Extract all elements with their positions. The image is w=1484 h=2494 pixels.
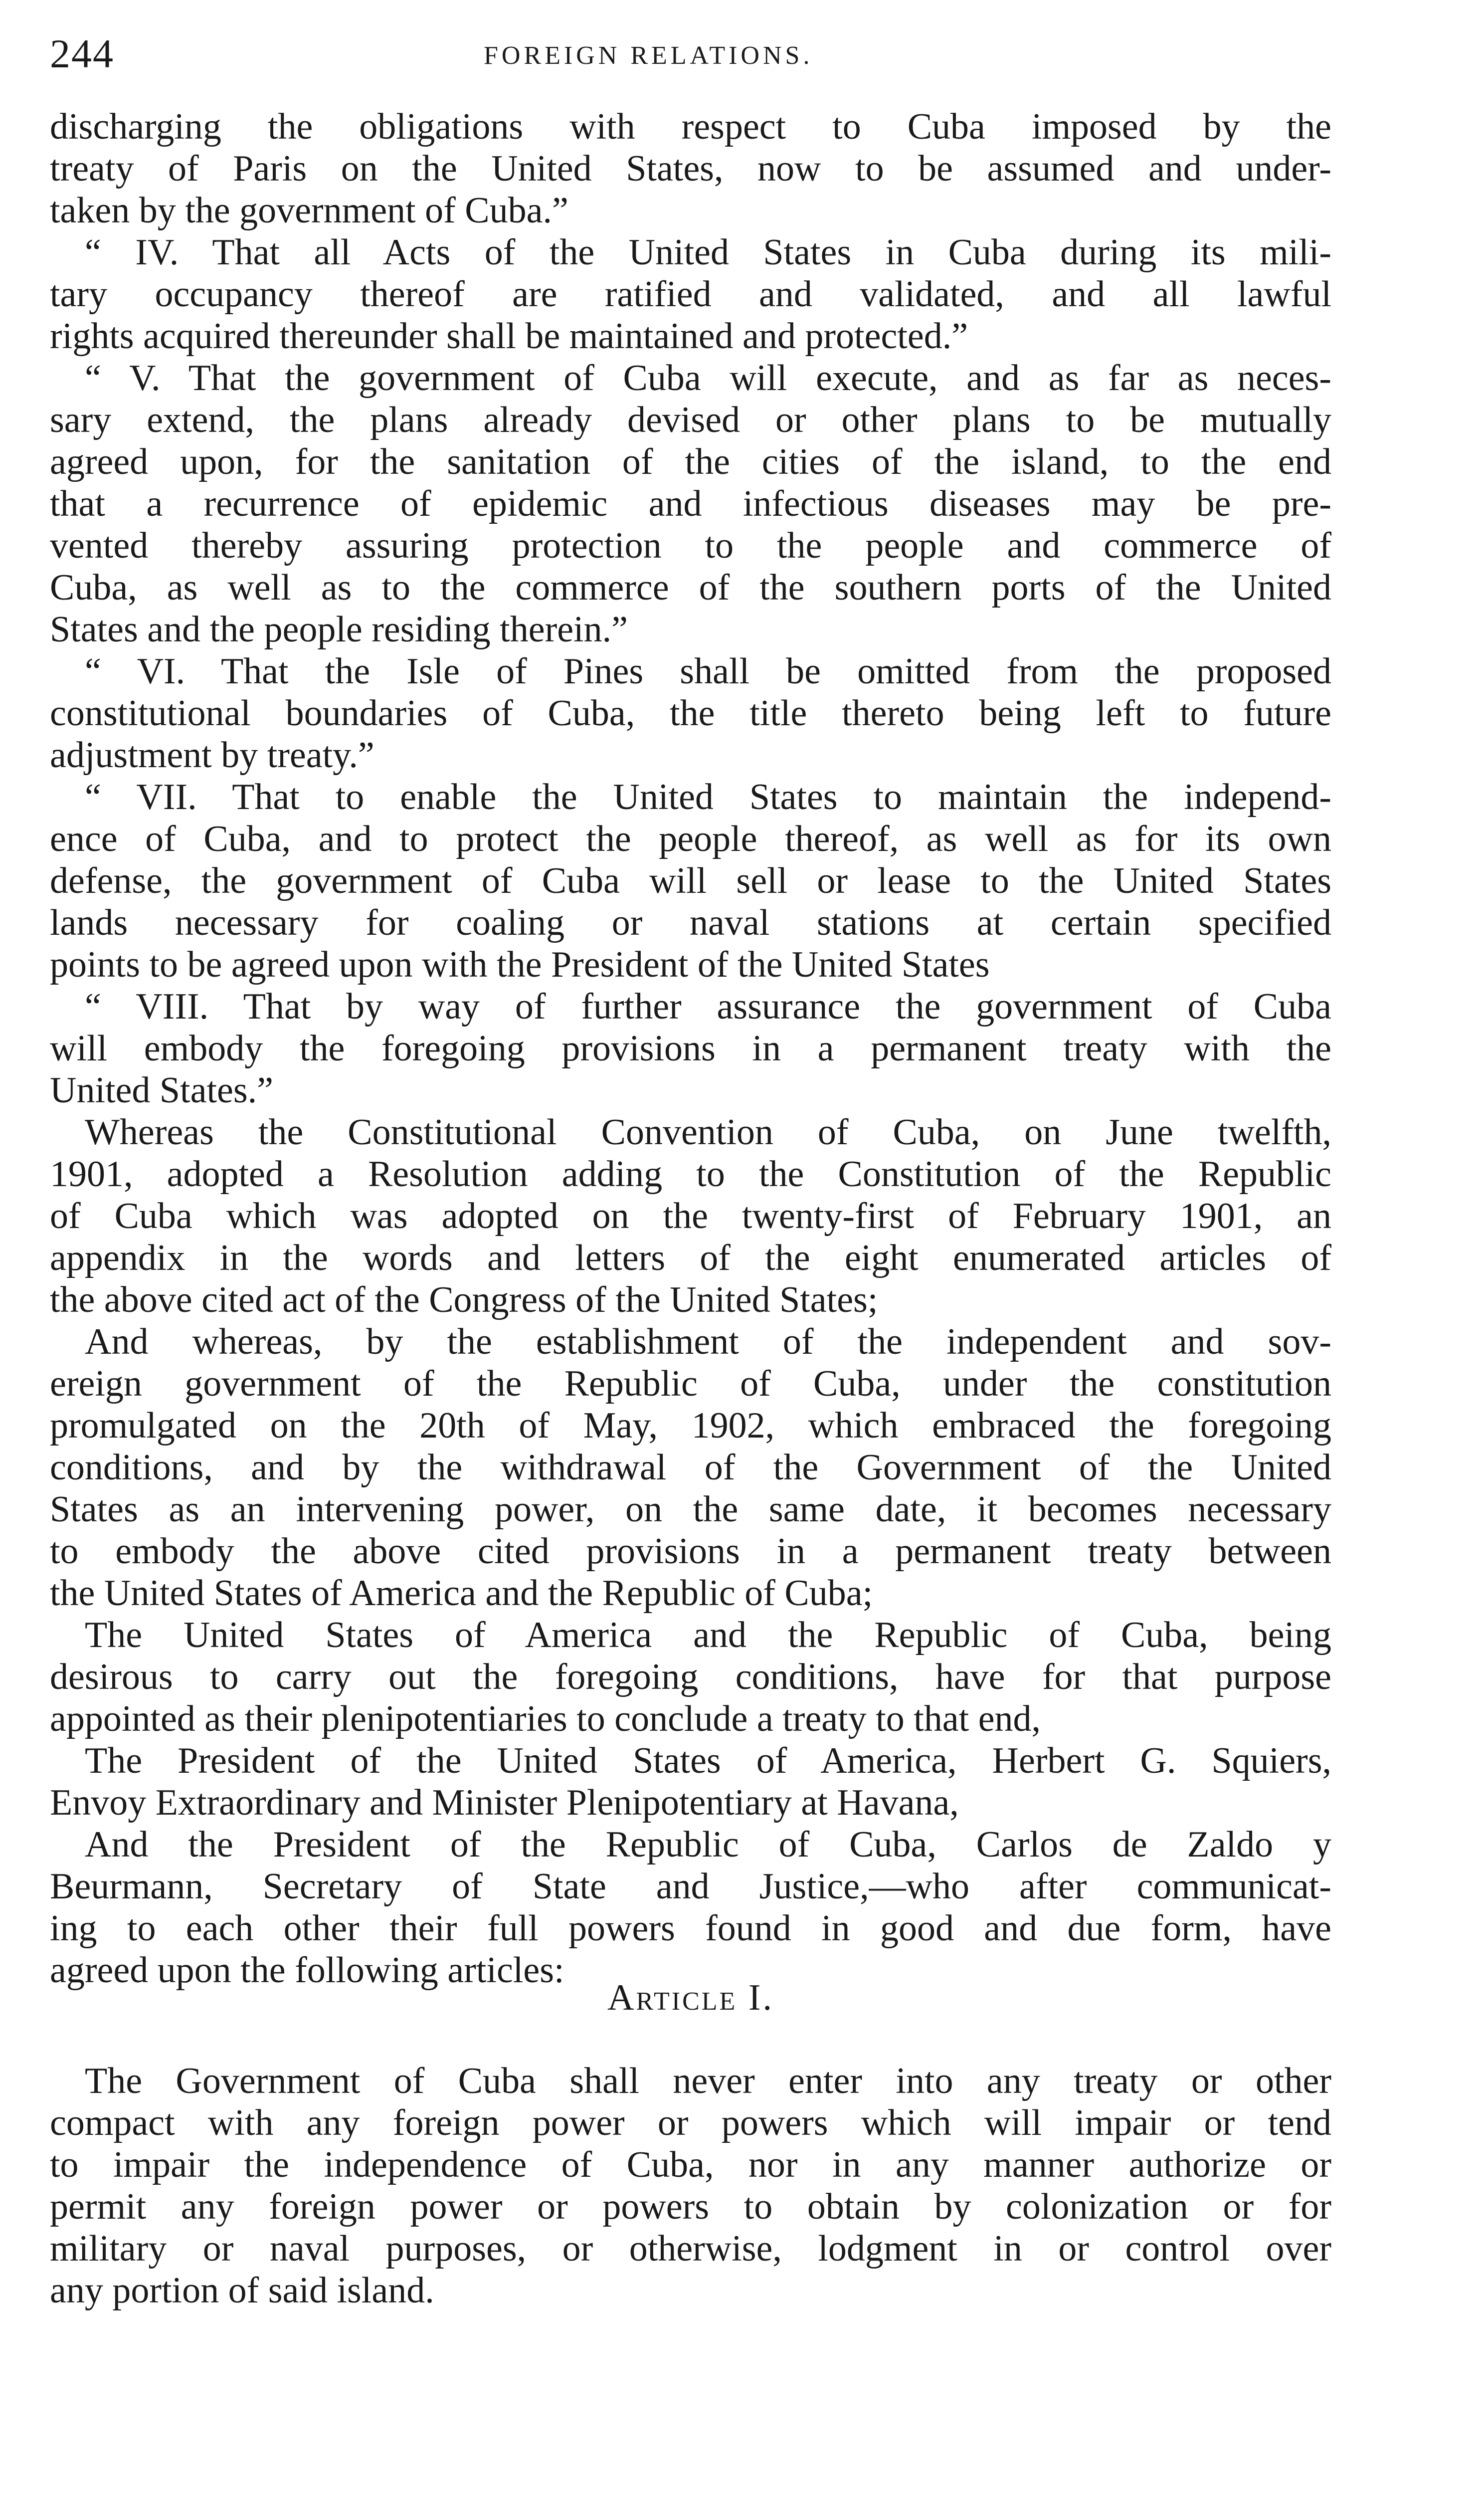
text-line: Beurmann, Secretary of State and Justice,—who after communicat- xyxy=(50,1866,1331,1907)
text-line: ing to each other their full powers found in good and due form, have xyxy=(50,1908,1331,1949)
page-number: 244 xyxy=(50,31,114,76)
text-line: defense, the government of Cuba will sell or lease to the United States xyxy=(50,860,1331,901)
text-line: The Government of Cuba shall never enter into any treaty or other xyxy=(85,2061,1331,2101)
text-line: ereign government of the Republic of Cuba, under the constitution xyxy=(50,1363,1331,1404)
text-line: rights acquired thereunder shall be maintained and protected.” xyxy=(50,316,968,357)
text-line: “ VII. That to enable the United States to maintain the independ- xyxy=(85,777,1331,818)
text-line: vented thereby assuring protection to the people and commerce of xyxy=(50,525,1331,566)
text-line: adjustment by treaty.” xyxy=(50,735,374,776)
text-line: The President of the United States of America, Herbert G. Squiers, xyxy=(85,1740,1331,1781)
text-line: conditions, and by the withdrawal of the Government of the United xyxy=(50,1447,1331,1488)
text-line: compact with any foreign power or powers which will impair or tend xyxy=(50,2102,1331,2143)
article-heading-wrap xyxy=(50,1970,1331,2025)
text-line: “ V. That the government of Cuba will execute, and as far as neces- xyxy=(85,358,1331,399)
running-title: FOREIGN RELATIONS. xyxy=(484,41,813,70)
text-line: “ VI. That the Isle of Pines shall be omitted from the proposed xyxy=(85,651,1331,692)
text-line: “ IV. That all Acts of the United States in Cuba during its mili- xyxy=(85,232,1331,273)
text-line: permit any foreign power or powers to obtain by colonization or for xyxy=(50,2186,1331,2227)
text-line: lands necessary for coaling or naval stations at certain specified xyxy=(50,902,1331,943)
text-line: the United States of America and the Republic of Cuba; xyxy=(50,1573,873,1614)
text-line: And whereas, by the establishment of the independent and sov- xyxy=(85,1321,1331,1362)
running-head xyxy=(50,24,1331,84)
text-line: tary occupancy thereof are ratified and validated, and all lawful xyxy=(50,274,1331,315)
text-line: 1901, adopted a Resolution adding to the Constitution of the Republic xyxy=(50,1154,1331,1195)
text-line: Cuba, as well as to the commerce of the southern ports of the United xyxy=(50,567,1331,608)
text-line: that a recurrence of epidemic and infectious diseases may be pre- xyxy=(50,483,1331,524)
text-line: “ VIII. That by way of further assurance the government of Cuba xyxy=(85,986,1331,1027)
text-line: Whereas the Constitutional Convention of Cuba, on June twelfth, xyxy=(85,1112,1331,1153)
text-line: any portion of said island. xyxy=(50,2270,434,2311)
text-line: Envoy Extraordinary and Minister Plenipotentiary at Havana, xyxy=(50,1782,959,1823)
text-line: military or naval purposes, or otherwise, lodgment in or control over xyxy=(50,2228,1331,2269)
text-line: points to be agreed upon with the President of the United States xyxy=(50,944,990,985)
text-line: States and the people residing therein.” xyxy=(50,609,628,650)
text-line: appendix in the words and letters of the eight enumerated articles of xyxy=(50,1238,1331,1278)
text-line: ence of Cuba, and to protect the people thereof, as well as for its own xyxy=(50,819,1331,859)
text-line: agreed upon, for the sanitation of the cities of the island, to the end xyxy=(50,441,1331,482)
text-line: the above cited act of the Congress of the United States; xyxy=(50,1279,878,1320)
text-line: promulgated on the 20th of May, 1902, which embraced the foregoing xyxy=(50,1405,1331,1446)
text-line: will embody the foregoing provisions in a permanent treaty with the xyxy=(50,1028,1331,1069)
text-line: appointed as their plenipotentiaries to conclude a treaty to that end, xyxy=(50,1698,1041,1739)
text-line: to embody the above cited provisions in a permanent treaty between xyxy=(50,1531,1331,1572)
text-line: constitutional boundaries of Cuba, the title thereto being left to future xyxy=(50,693,1331,734)
text-line: treaty of Paris on the United States, now to be assumed and under- xyxy=(50,148,1331,189)
text-line: sary extend, the plans already devised or other plans to be mutually xyxy=(50,400,1331,440)
text-line: And the President of the Republic of Cuba, Carlos de Zaldo y xyxy=(85,1824,1331,1865)
text-line: United States.” xyxy=(50,1070,274,1111)
text-line: of Cuba which was adopted on the twenty-first of February 1901, an xyxy=(50,1196,1331,1237)
text-line: desirous to carry out the foregoing conditions, have for that purpose xyxy=(50,1657,1331,1697)
text-line: taken by the government of Cuba.” xyxy=(50,190,568,231)
body-text xyxy=(50,106,1331,1991)
text-line: to impair the independence of Cuba, nor in any manner authorize or xyxy=(50,2144,1331,2185)
text-line: States as an intervening power, on the same date, it becomes necessary xyxy=(50,1489,1331,1530)
text-line: discharging the obligations with respect to Cuba imposed by the xyxy=(50,106,1331,147)
article-text xyxy=(50,2060,1331,2311)
text-line: agreed upon the following articles: xyxy=(50,1950,564,1991)
article-heading: Article I. xyxy=(607,1977,774,2018)
text-line: The United States of America and the Republic of Cuba, being xyxy=(85,1615,1331,1656)
